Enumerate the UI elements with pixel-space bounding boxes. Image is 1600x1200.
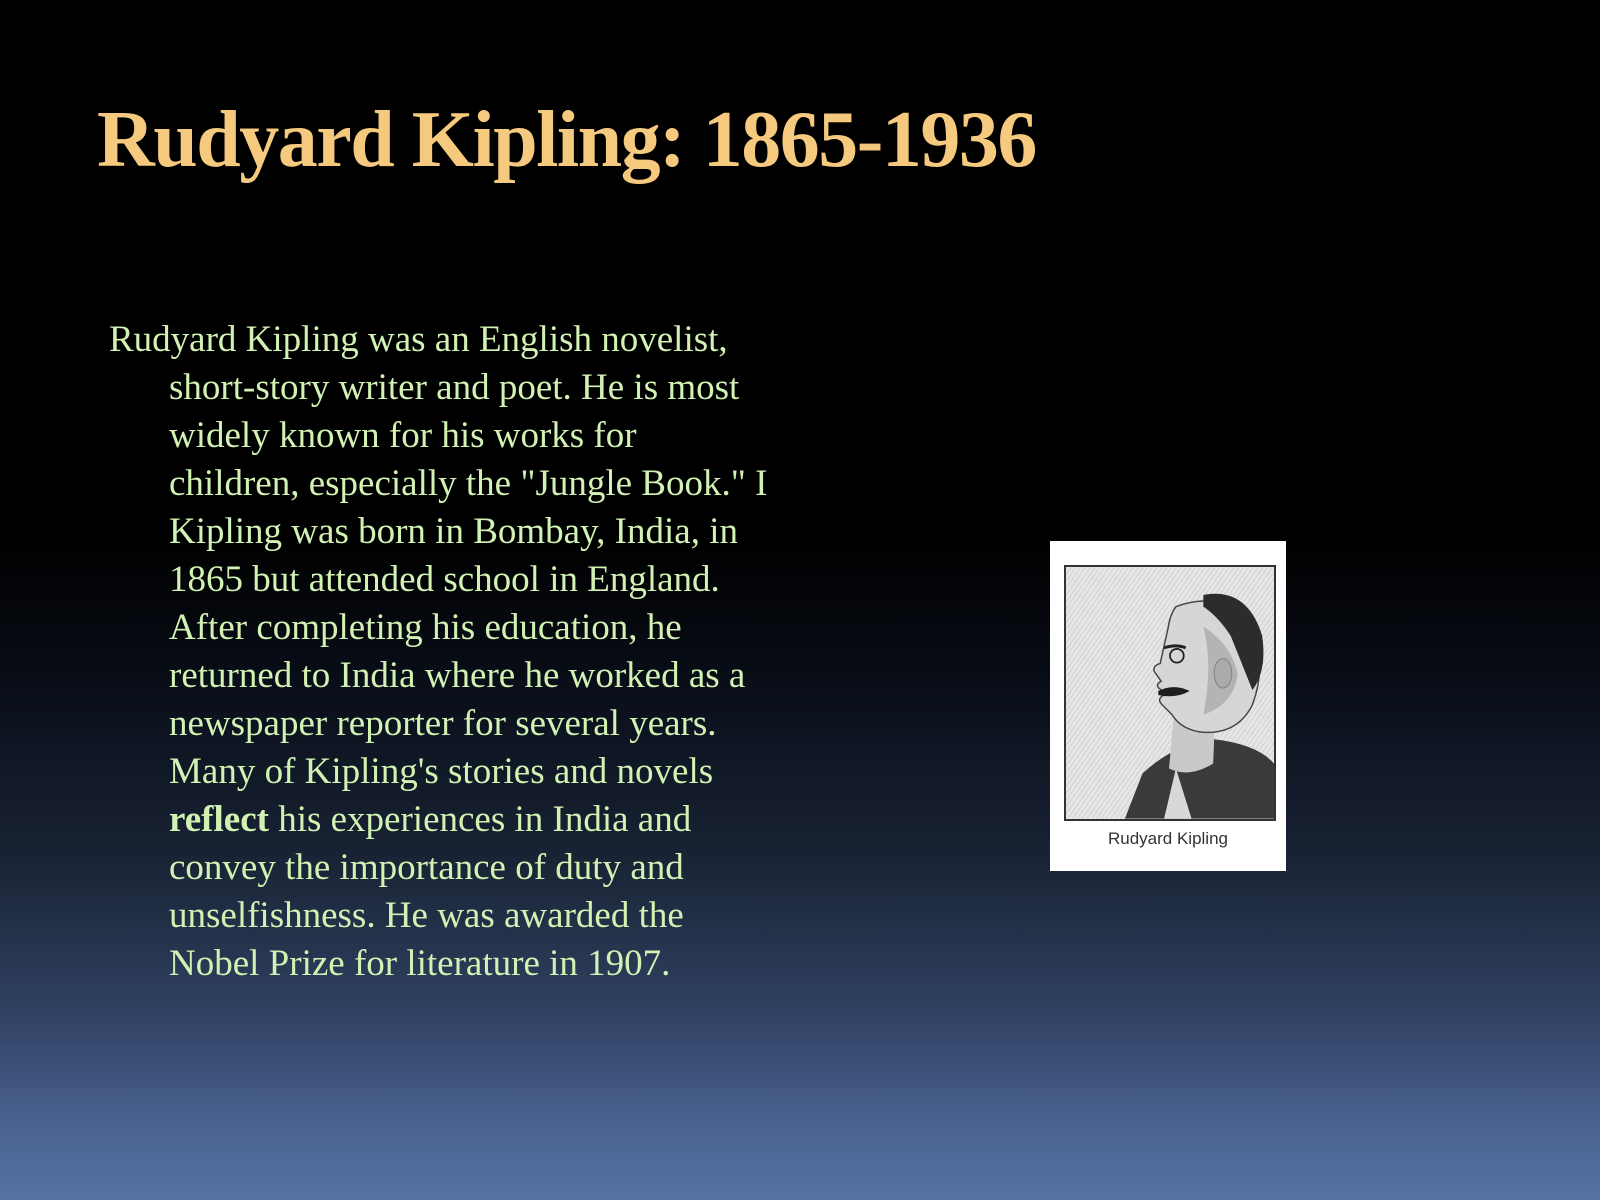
body-text-bold: reflect [169, 799, 269, 840]
body-text-part1: Rudyard Kipling was an English novelist, short-story writer and poet. He is most widely known for his works for children, especially the "Jungle Book." I Kipling was born in Bombay, India, in 1865 but attended school in England. After completing his education, he returned to India where he worked as a newspaper reporter for several years. Many of Kipling's stories and novels [109, 319, 768, 792]
portrait-caption: Rudyard Kipling [1107, 829, 1228, 848]
slide-body-text [109, 316, 774, 988]
portrait-sketch [1064, 565, 1276, 821]
portrait-image [1050, 541, 1286, 871]
body-text-part2: his experiences in India and convey the importance of duty and unselfishness. He was awarded the Nobel Prize for literature in 1907. [169, 799, 692, 984]
portrait-drawing [1066, 567, 1274, 819]
slide-title: Rudyard Kipling: 1865-1936 [97, 96, 1036, 184]
